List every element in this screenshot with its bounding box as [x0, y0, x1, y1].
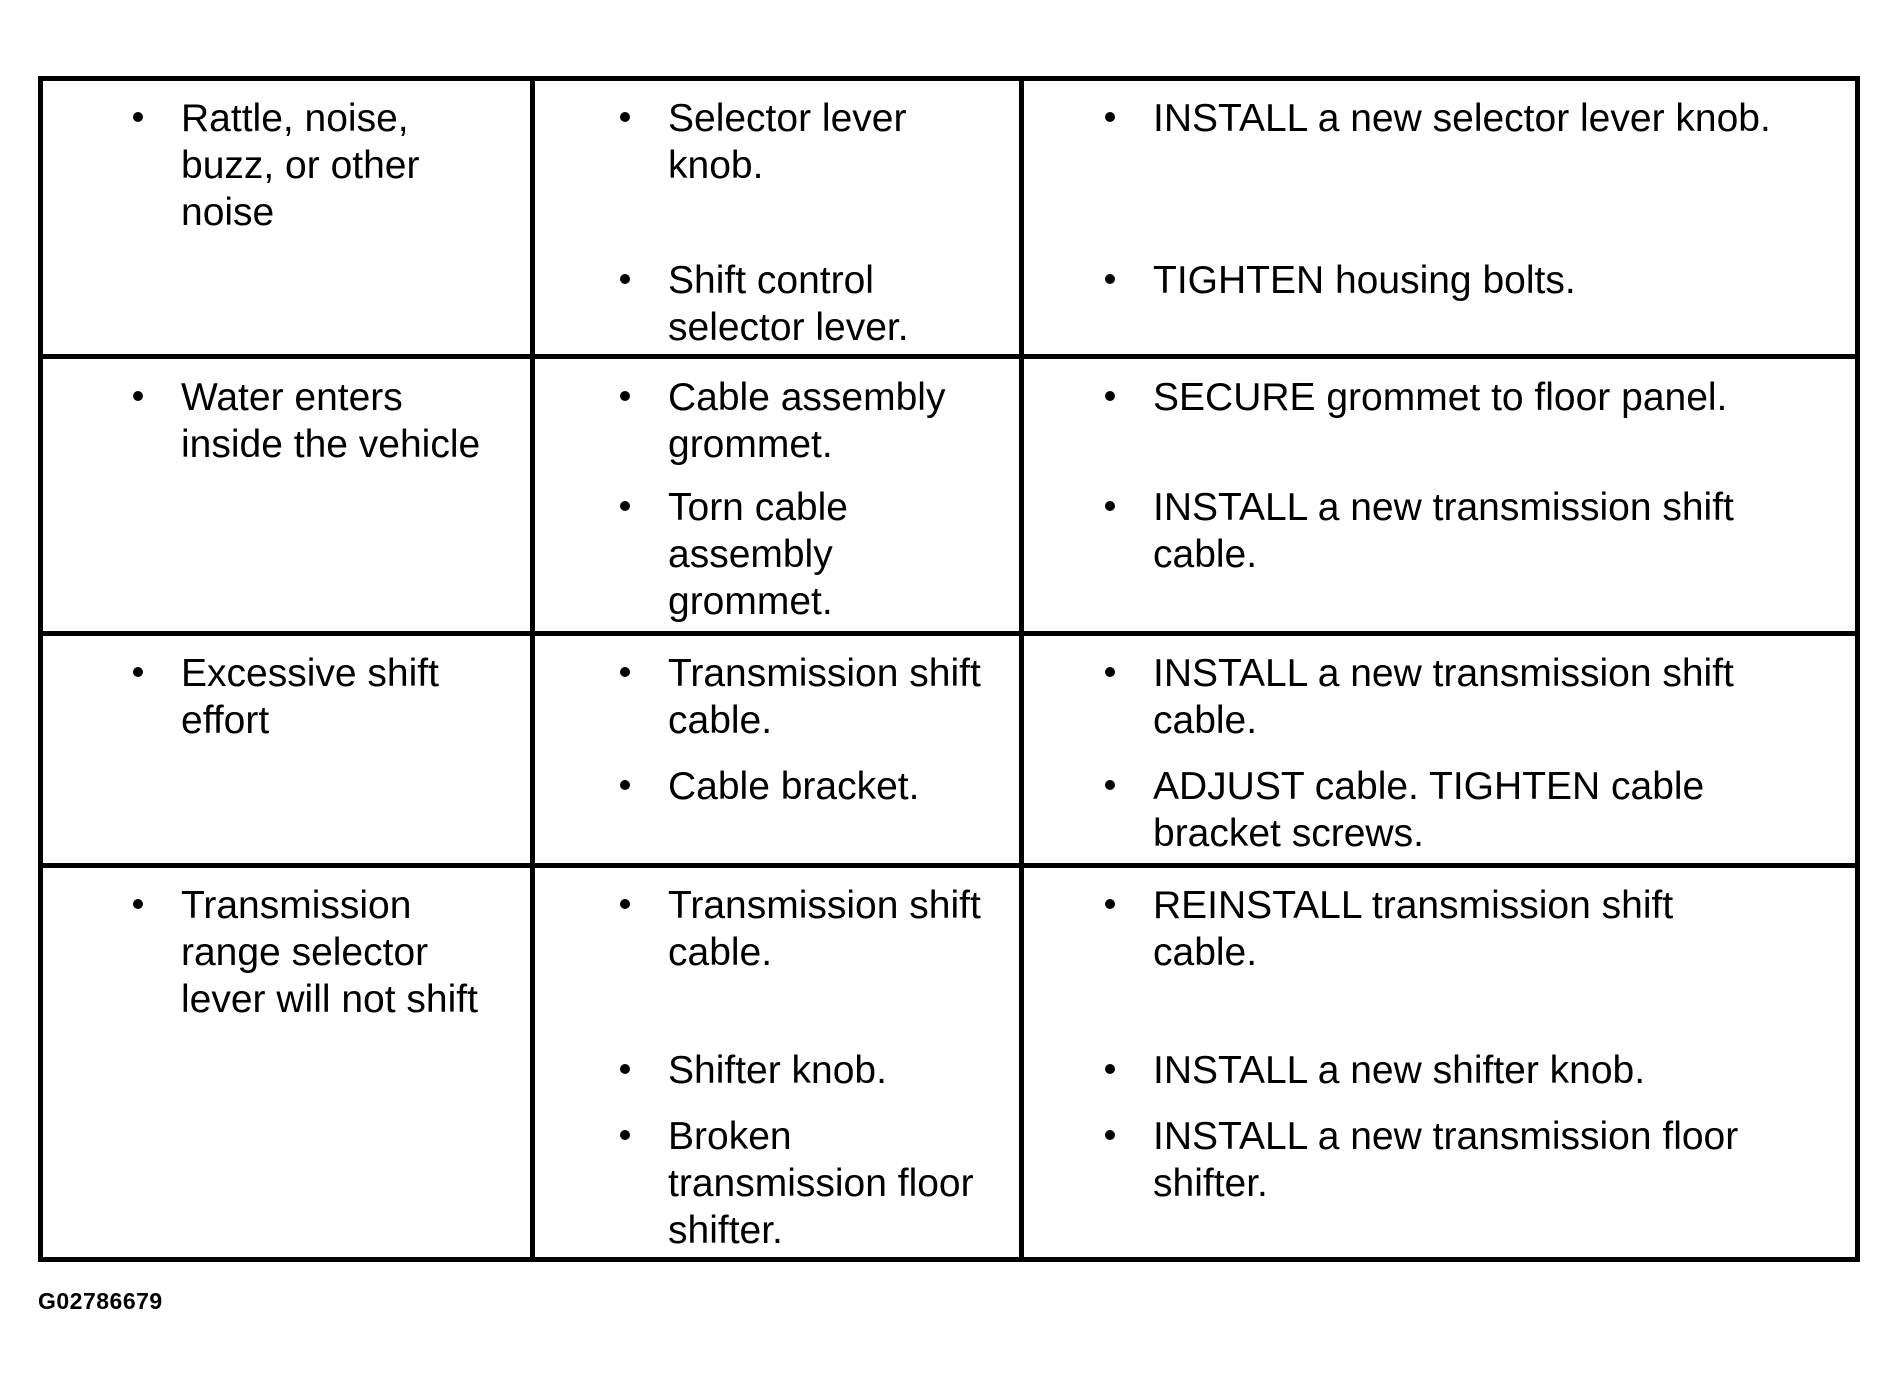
action-text: ADJUST cable. TIGHTEN cable bracket screws.: [1153, 765, 1705, 855]
action-cell: [1024, 636, 1855, 868]
condition-text: Transmission range selector lever will not shift: [181, 884, 478, 1021]
action-text: INSTALL a new transmission shift cable.: [1153, 652, 1734, 742]
source-text: Shifter knob.: [668, 1049, 887, 1092]
condition-text: Excessive shift effort: [181, 652, 439, 742]
list-item: [535, 650, 1013, 744]
source-text: Cable bracket.: [668, 765, 920, 808]
list-item: [43, 650, 524, 744]
action-cell: [1024, 868, 1855, 1257]
condition-text: Water enters inside the vehicle: [181, 376, 481, 466]
list-item: [1024, 1047, 1849, 1094]
source-cell: [535, 359, 1024, 636]
bullet-icon: [1105, 112, 1115, 122]
action-text: REINSTALL transmission shift cable.: [1153, 884, 1674, 974]
list-item: [43, 882, 524, 1023]
bullet-icon: [620, 1064, 630, 1074]
list-item: [535, 882, 1013, 976]
list-item: [535, 95, 1013, 189]
source-text: Shift control selector lever.: [668, 259, 909, 349]
list-item: [535, 1113, 1013, 1254]
list-item: [1024, 882, 1849, 976]
bullet-icon: [620, 667, 630, 677]
condition-text: Rattle, noise, buzz, or other noise: [181, 97, 420, 234]
list-item: [43, 374, 524, 468]
source-cell: [535, 81, 1024, 359]
list-item: [1024, 484, 1849, 578]
action-text: INSTALL a new transmission floor shifter.: [1153, 1115, 1739, 1205]
action-text: INSTALL a new selector lever knob.: [1153, 97, 1771, 140]
list-item: [1024, 374, 1849, 421]
list-item: [535, 763, 1013, 810]
source-text: Broken transmission floor shifter.: [668, 1115, 974, 1252]
list-item: [535, 257, 1013, 351]
action-text: INSTALL a new transmission shift cable.: [1153, 486, 1734, 576]
action-cell: [1024, 81, 1855, 359]
list-item: [535, 484, 1013, 625]
bullet-icon: [133, 112, 143, 122]
bullet-icon: [1105, 391, 1115, 401]
list-item: [43, 95, 524, 236]
bullet-icon: [1105, 1064, 1115, 1074]
bullet-icon: [620, 274, 630, 284]
list-item: [1024, 763, 1849, 857]
bullet-icon: [1105, 274, 1115, 284]
bullet-icon: [1105, 899, 1115, 909]
bullet-icon: [133, 899, 143, 909]
list-item: [1024, 1113, 1849, 1207]
source-text: Transmission shift cable.: [668, 652, 981, 742]
condition-cell: [43, 359, 535, 636]
bullet-icon: [620, 391, 630, 401]
figure-code: G02786679: [38, 1288, 163, 1314]
action-text: SECURE grommet to floor panel.: [1153, 376, 1728, 419]
bullet-icon: [620, 899, 630, 909]
bullet-icon: [133, 391, 143, 401]
diagnosis-table: [38, 76, 1860, 1262]
bullet-icon: [620, 1130, 630, 1140]
condition-cell: [43, 868, 535, 1257]
bullet-icon: [1105, 501, 1115, 511]
condition-cell: [43, 636, 535, 868]
source-cell: [535, 636, 1024, 868]
condition-cell: [43, 81, 535, 359]
source-text: Selector lever knob.: [668, 97, 907, 187]
list-item: [535, 1047, 1013, 1094]
list-item: [1024, 650, 1849, 744]
list-item: [535, 374, 1013, 468]
source-text: Cable assembly grommet.: [668, 376, 946, 466]
list-item: [1024, 95, 1849, 142]
list-item: [1024, 257, 1849, 304]
bullet-icon: [1105, 1130, 1115, 1140]
source-cell: [535, 868, 1024, 1257]
bullet-icon: [620, 780, 630, 790]
bullet-icon: [1105, 780, 1115, 790]
action-text: TIGHTEN housing bolts.: [1153, 259, 1576, 302]
action-cell: [1024, 359, 1855, 636]
bullet-icon: [620, 501, 630, 511]
bullet-icon: [620, 112, 630, 122]
action-text: INSTALL a new shifter knob.: [1153, 1049, 1646, 1092]
bullet-icon: [133, 667, 143, 677]
source-text: Torn cable assembly grommet.: [668, 486, 848, 623]
source-text: Transmission shift cable.: [668, 884, 981, 974]
bullet-icon: [1105, 667, 1115, 677]
